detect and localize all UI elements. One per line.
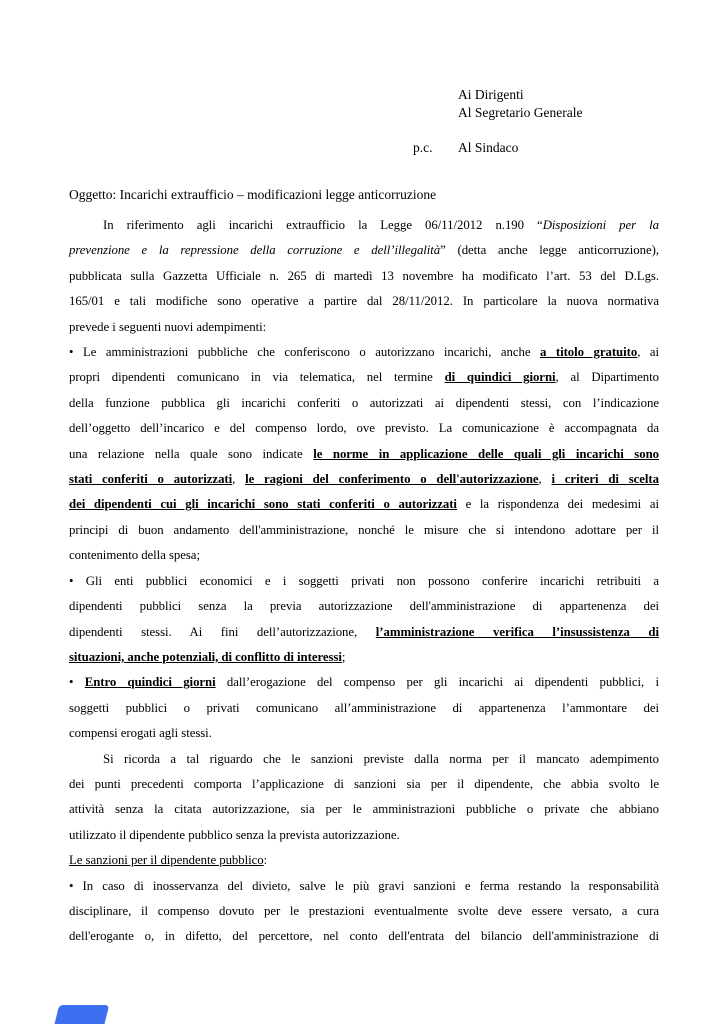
text-run: stati conferiti o autorizzati bbox=[69, 472, 233, 487]
feedback-badge-icon[interactable] bbox=[53, 1005, 109, 1024]
text-line bbox=[69, 670, 659, 695]
text-run: propri dipendenti comunicano in via telematica, nel termine bbox=[69, 370, 445, 385]
text-run: una relazione nella quale sono indicate bbox=[69, 446, 314, 461]
recipients-block bbox=[458, 86, 582, 121]
text-run: ; bbox=[341, 649, 346, 664]
text-line bbox=[69, 899, 659, 924]
text-run: Entro quindici giorni bbox=[84, 675, 216, 690]
text-run: dipendenti pubblici senza la previa autorizzazione dell'amministrazione di appartenenza dei bbox=[69, 599, 659, 614]
text-line bbox=[69, 772, 659, 797]
text-line bbox=[69, 213, 659, 238]
text-line bbox=[69, 924, 659, 949]
text-run: • Gli enti pubblici economici e i soggetti privati non possono conferire incarichi retribuiti a bbox=[69, 573, 659, 588]
text-run: disciplinare, il compenso dovuto per le prestazioni eventualmente svolte deve essere versato, a cura bbox=[69, 903, 659, 918]
text-line bbox=[69, 391, 659, 416]
text-line bbox=[69, 797, 659, 822]
text-run: a titolo gratuito bbox=[540, 345, 638, 360]
text-line bbox=[69, 747, 659, 772]
text-run: : bbox=[263, 853, 268, 868]
text-run: , al Dipartimento bbox=[555, 370, 659, 385]
text-run: situazioni, anche potenziali, di conflitto di interessi bbox=[69, 649, 342, 664]
text-run: utilizzato il dipendente pubblico senza la prevista autorizzazione. bbox=[69, 827, 400, 842]
text-run: dipendenti stessi. Ai fini dell’autorizzazione, bbox=[69, 624, 376, 639]
text-run: dell'erogante o, in difetto, del percettore, nel conto dell'entrata del bilancio dell'amministrazione di bbox=[69, 929, 659, 944]
text-run: l’amministrazione verifica l’insussistenza di bbox=[375, 624, 659, 639]
text-line bbox=[69, 823, 659, 848]
text-run: compensi erogati agli stessi. bbox=[69, 726, 212, 741]
text-run: principi di buon andamento dell'amministrazione, nonché le misure che si intendono adottare per il bbox=[69, 522, 659, 537]
text-run: , bbox=[538, 472, 552, 487]
text-line bbox=[69, 264, 659, 289]
text-line bbox=[69, 492, 659, 517]
text-line bbox=[69, 543, 659, 568]
text-run: le ragioni del conferimento o dell'autorizzazione bbox=[245, 472, 539, 487]
text-run: Disposizioni per la bbox=[542, 218, 659, 232]
recipient-line: Al Segretario Generale bbox=[458, 104, 583, 120]
text-line bbox=[69, 569, 659, 594]
text-line bbox=[69, 315, 659, 340]
text-run: dall’erogazione del compenso per gli incarichi ai dipendenti pubblici, i bbox=[215, 675, 659, 690]
text-line bbox=[69, 467, 659, 492]
text-run: dell’oggetto dell’incarico e del compenso lordo, ove previsto. La comunicazione è accompagnata da bbox=[69, 421, 659, 436]
cc-label: p.c. bbox=[413, 140, 433, 155]
text-run: • In caso di inosservanza del divieto, salve le più gravi sanzioni e ferma restando la responsabilità bbox=[69, 878, 659, 893]
text-line bbox=[69, 518, 659, 543]
text-run: dei dipendenti cui gli incarichi sono stati conferiti o autorizzati bbox=[69, 497, 457, 512]
text-run: Si ricorda a tal riguardo che le sanzioni previste dalla norma per il mancato adempimento bbox=[103, 751, 659, 766]
cc-row bbox=[413, 139, 518, 157]
text-run: dei punti precedenti comporta l’applicazione di sanzioni sia per il dipendente, che abbia svolto le bbox=[69, 776, 659, 791]
text-run: ” (detta anche legge anticorruzione), bbox=[440, 243, 659, 258]
text-run: contenimento della spesa; bbox=[69, 548, 200, 563]
text-line bbox=[69, 848, 659, 873]
text-run: i criteri di scelta bbox=[551, 472, 659, 487]
text-line bbox=[69, 620, 659, 645]
subject-line: Oggetto: Incarichi extraufficio – modificazioni legge anticorruzione bbox=[69, 187, 437, 202]
text-line bbox=[69, 721, 659, 746]
text-line bbox=[69, 416, 659, 441]
text-run: Le sanzioni per il dipendente pubblico bbox=[69, 853, 264, 868]
recipient-line: Ai Dirigenti bbox=[458, 87, 524, 102]
text-run: le norme in applicazione delle quali gli incarichi sono bbox=[313, 446, 659, 461]
text-run: della funzione pubblica gli incarichi conferiti o autorizzati ai dipendenti stessi, con l’indicazione bbox=[69, 395, 659, 410]
text-line bbox=[69, 340, 659, 365]
text-run: In riferimento agli incarichi extraufficio la Legge 06/11/2012 n.190 “ bbox=[103, 218, 543, 232]
text-run: soggetti pubblici o privati comunicano all’amministrazione di appartenenza l’ammontare dei bbox=[69, 700, 659, 715]
cc-recipient: Al Sindaco bbox=[458, 140, 519, 155]
text-line bbox=[69, 874, 659, 899]
document-body bbox=[69, 213, 659, 950]
text-run: di quindici giorni bbox=[444, 370, 556, 385]
text-run: prevenzione e la repressione della corruzione e dell’illegalità bbox=[69, 243, 441, 258]
text-run: prevede i seguenti nuovi adempimenti: bbox=[69, 319, 267, 334]
text-run: , ai bbox=[637, 345, 659, 360]
text-line bbox=[69, 365, 659, 390]
text-run: 165/01 e tali modifiche sono operative a partire dal 28/11/2012. In particolare la nuova normativa bbox=[69, 294, 659, 309]
text-run: e la rispondenza dei medesimi ai bbox=[456, 497, 659, 512]
text-run: , bbox=[232, 472, 246, 487]
text-run: • Le amministrazioni pubbliche che conferiscono o autorizzano incarichi, anche bbox=[69, 345, 541, 360]
text-run: pubblicata sulla Gazzetta Ufficiale n. 265 di martedì 13 novembre ha modificato l’art. 53 del D.Lgs. bbox=[69, 268, 659, 283]
text-line bbox=[69, 645, 659, 670]
text-line bbox=[69, 442, 659, 467]
text-run: • bbox=[69, 675, 85, 690]
text-run: attività senza la citata autorizzazione, sia per le amministrazioni pubbliche o private che abbiano bbox=[69, 802, 659, 817]
text-line bbox=[69, 238, 659, 263]
text-line bbox=[69, 289, 659, 314]
text-line bbox=[69, 696, 659, 721]
text-line bbox=[69, 594, 659, 619]
